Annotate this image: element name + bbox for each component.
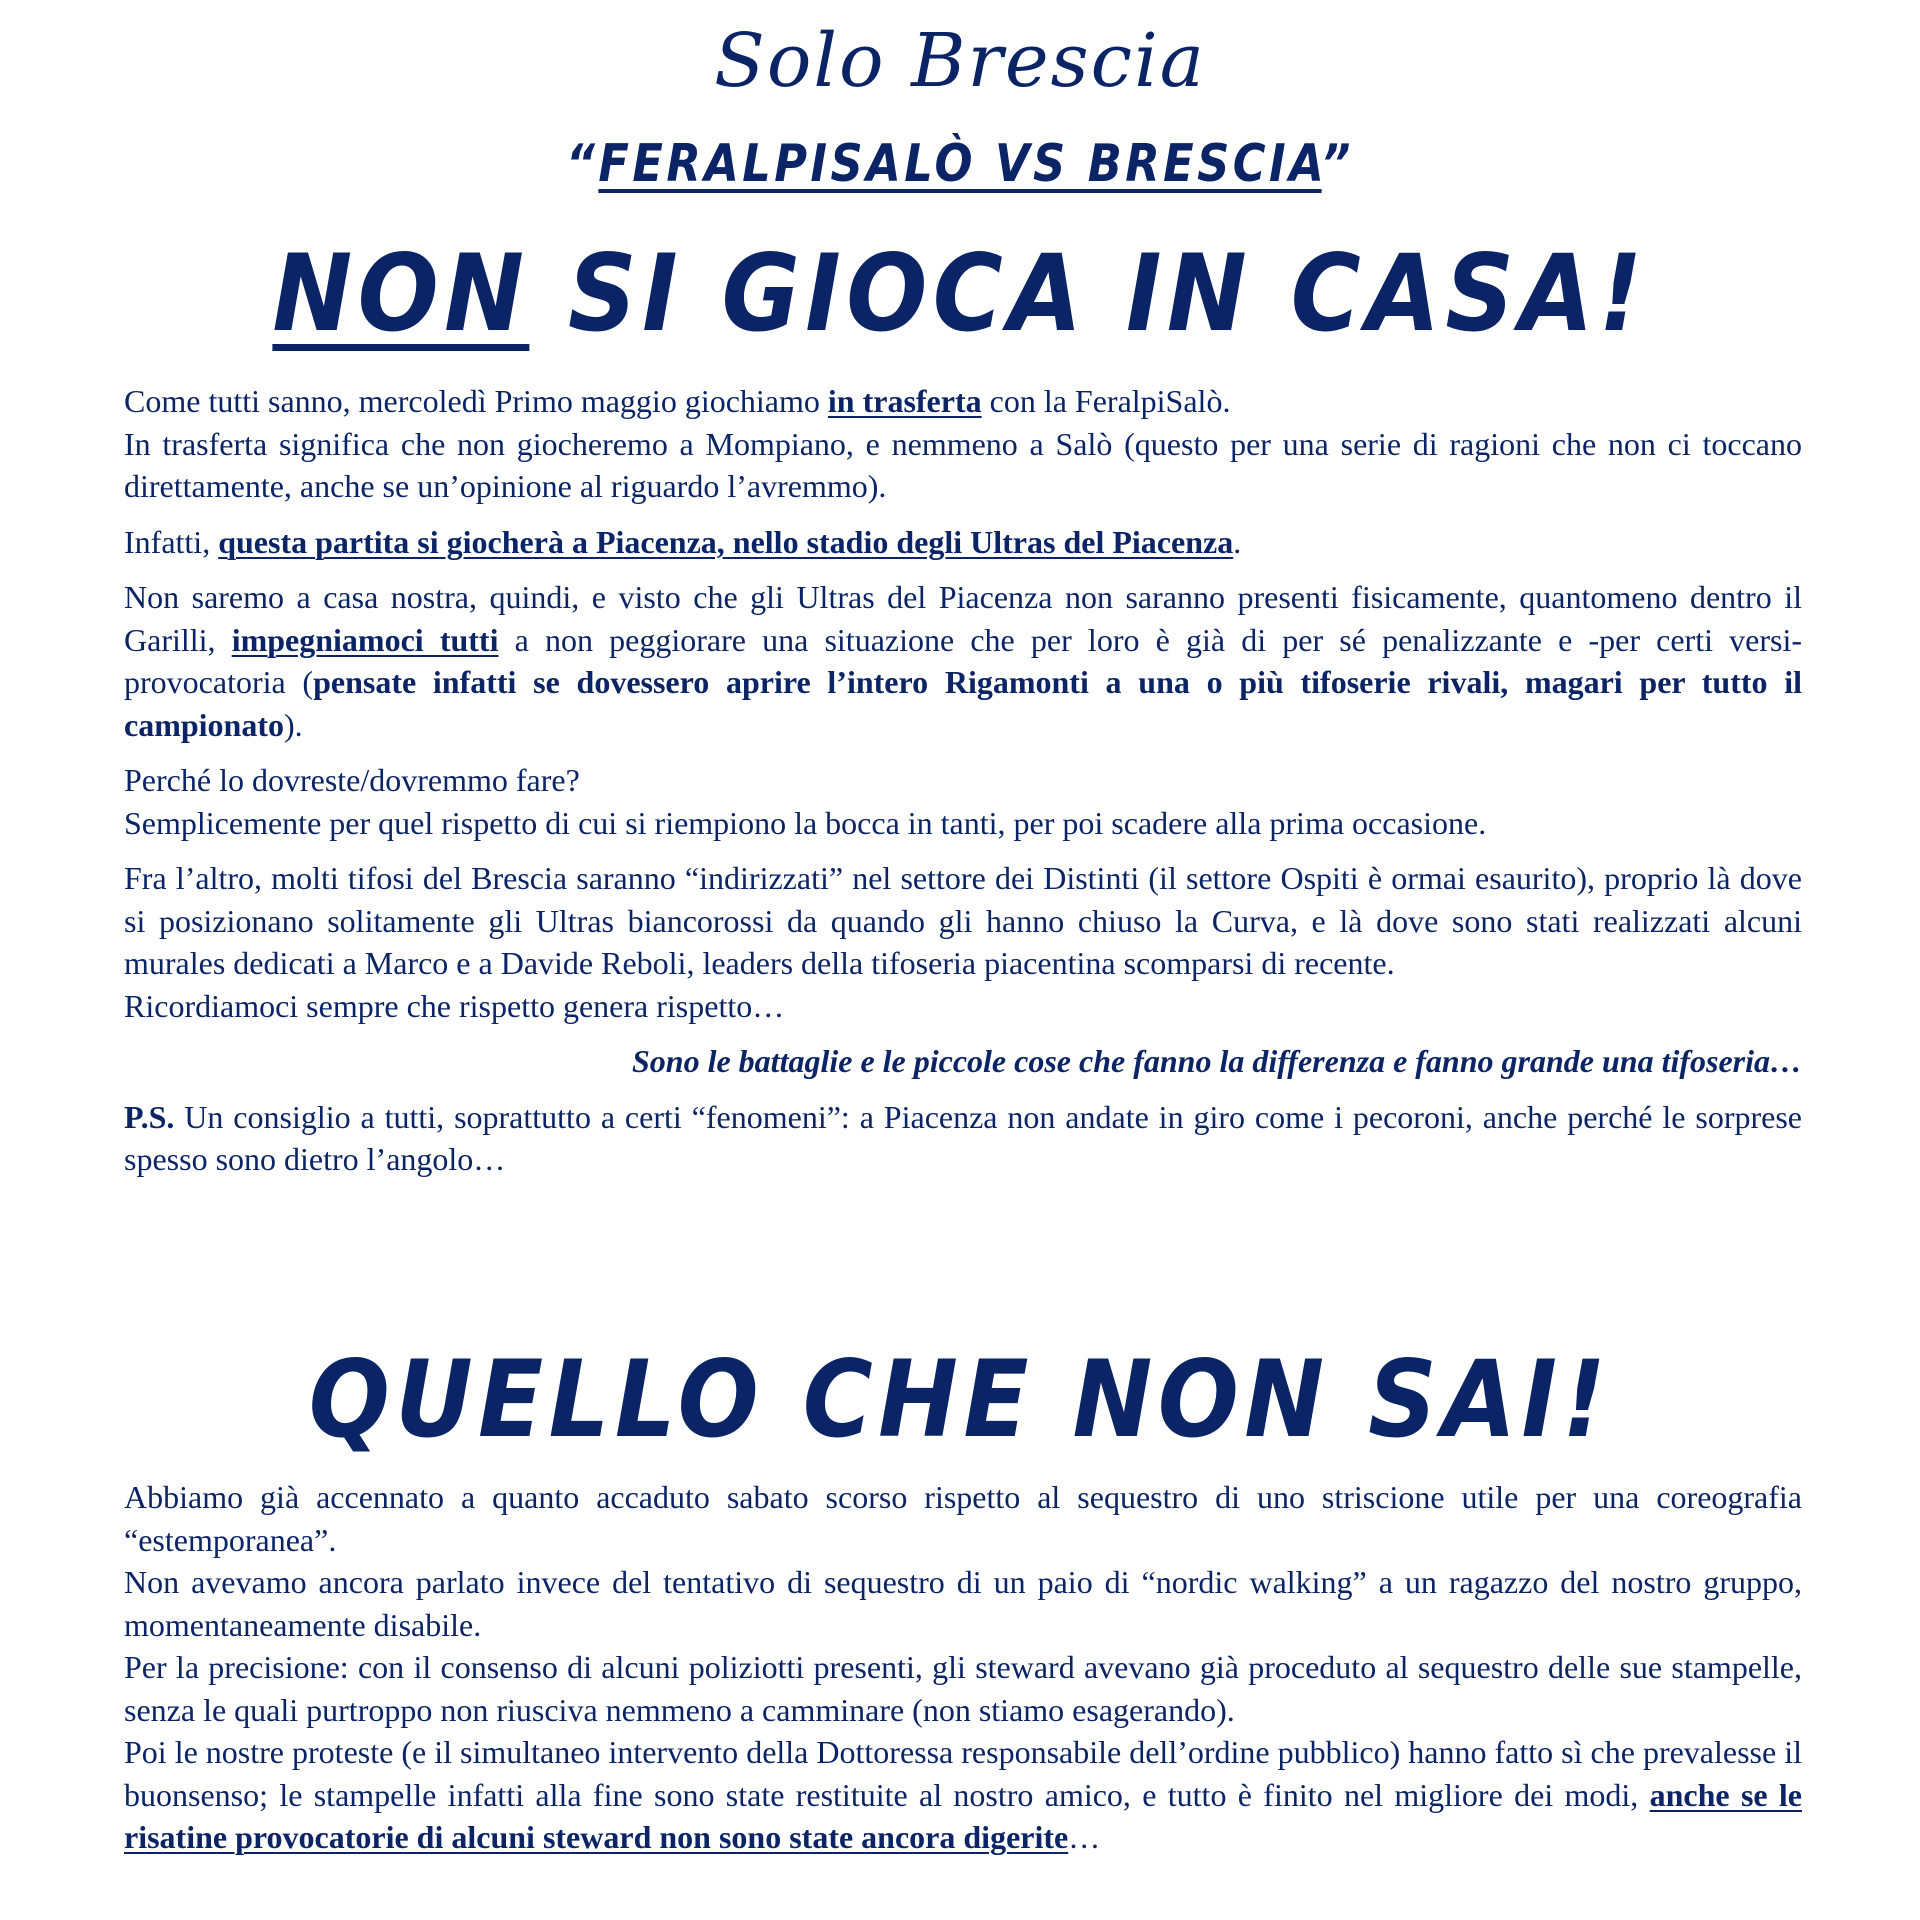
text: Come tutti sanno, mercoledì Primo maggio giochiamo [124,383,828,419]
match-close-quote: ” [1321,134,1354,194]
text: … [1068,1819,1101,1855]
paragraph-appeal [124,576,1802,746]
emphasis-underlined: questa partita si giocherà a Piacenza, nello stadio degli Ultras del Piacenza [218,523,1234,560]
text: Poi le nostre proteste (e il simultaneo intervento della Dottoressa responsabile dell’ordine pubblico) hanno fatto sì che prevalesse il buonsenso; le stampelle infatti alla fine sono state restituite al nostro amico, e tutto è finito nel migliore dei modi, [124,1734,1802,1813]
paragraph-ps [124,1096,1802,1181]
headline-underlined-word: NON [272,232,530,355]
signoff: Sono le battaglie e le piccole cose che fanno la differenza e fanno grande una tifoseria… [631,1043,1802,1079]
text: Perché lo dovreste/dovremmo fare? [124,762,580,798]
headline-non-si-gioca [96,232,1824,355]
text: Un consiglio a tutti, soprattutto a certi “fenomeni”: a Piacenza non andate in giro come i pecoroni, anche perché le sorprese spesso sono dietro l’angolo… [124,1098,1802,1177]
emphasis-bold: pensate infatti se dovessero aprire l’intero Rigamonti a una o più tifoserie rivali, magari per tutto il campionato [124,664,1803,743]
text: Fra l’altro, molti tifosi del Brescia saranno “indirizzati” nel settore dei Distinti (il settore Ospiti è ormai esaurito), proprio là dove si posizionano solitamente gli Ultras biancorossi da quando gli hanno chiuso la Curva, e là dove sono stati realizzati alcuni murales dedicati a Marco e a Davide Reboli, leaders della tifoseria piacentina scomparsi di recente. [124,860,1802,981]
match-name: FERALPISALÒ VS BRESCIA [598,134,1322,194]
text: . [1233,523,1242,560]
paragraph-venue [124,521,1802,564]
text: Abbiamo già accennato a quanto accaduto sabato scorso rispetto al sequestro di uno striscione utile per una coreografia “estemporanea”. [124,1479,1802,1558]
headline-rest: SI GIOCA IN CASA! [529,232,1648,355]
emphasis-underlined: impegniamoci tutti [231,621,499,658]
text: Ricordiamoci sempre che rispetto genera rispetto… [124,987,785,1024]
text: Non avevamo ancora parlato invece del tentativo di sequestro di un paio di “nordic walking” a un ragazzo del nostro gruppo, momentaneamente disabile. [124,1564,1802,1643]
match-open-quote: “ [566,134,599,194]
emphasis-underlined: in trasferta [827,383,982,419]
section-away-match [124,380,1802,1194]
paragraph-intro [124,380,1802,508]
text: Semplicemente per quel rispetto di cui si riempiono la bocca in tanti, per poi scadere alla prima occasione. [124,804,1487,841]
paragraph-distinti [124,857,1802,1027]
section-quello-che-non-sai [124,1476,1802,1859]
text: In trasferta significa che non giocheremo a Mompiano, e nemmeno a Salò (questo per una serie di ragioni che non ci toccano direttamente, anche se un’opinione al riguardo l’avremmo). [124,425,1802,504]
brand-title: Solo Brescia [714,18,1206,104]
text: Per la precisione: con il consenso di alcuni poliziotti presenti, gli steward avevano già proceduto al sequestro delle sue stampelle, senza le quali purtroppo non riusciva nemmeno a camminare (non stiamo esagerando). [124,1649,1802,1728]
match-title [134,134,1785,194]
paragraph-sequestro [124,1476,1802,1859]
text: Non saremo a casa nostra, quindi, e visto che gli Ultras del Piacenza non saranno presenti fisicamente, quantomeno dentro il Garilli, [124,579,1802,658]
text: con la FeralpiSalò. [981,383,1231,419]
headline-quello-che-non-sai: QUELLO CHE NON SAI! [308,1338,1612,1461]
text: Infatti, [124,523,219,560]
text: ). [284,706,303,743]
emphasis-underlined: anche se le risatine provocatorie di alcuni steward non sono state ancora digerite [124,1776,1803,1855]
paragraph-why [124,759,1802,844]
ps-label: P.S. [124,1098,175,1135]
text: a non peggiorare una situazione che per loro è già di per sé penalizzante e -per certi versi- provocatoria ( [124,621,1803,700]
